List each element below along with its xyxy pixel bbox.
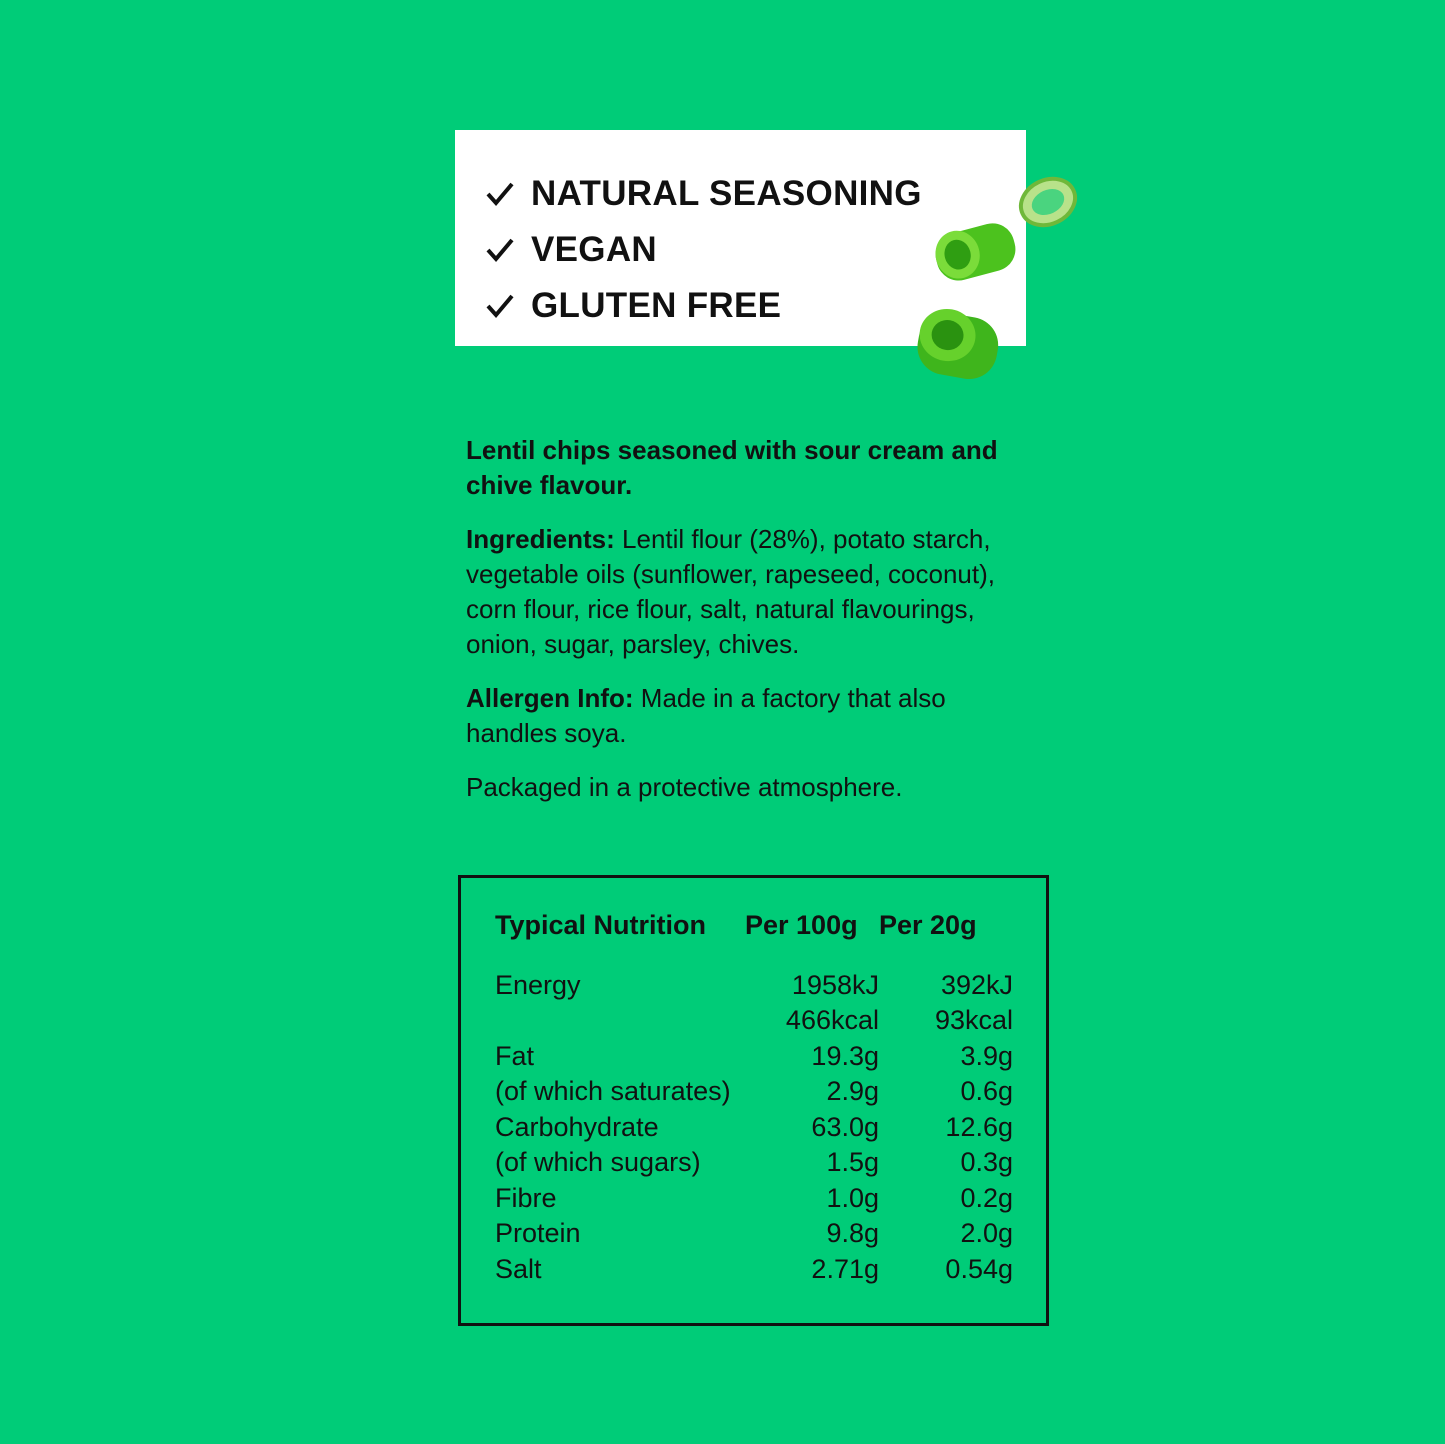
nutrient-name: (of which sugars) <box>495 1147 701 1177</box>
value-per-20g: 0.2g <box>960 1182 1013 1213</box>
nutrition-row <box>495 1252 1013 1288</box>
product-description: Lentil chips seasoned with sour cream and chive flavour. <box>466 435 998 500</box>
nutrient-name: (of which saturates) <box>495 1076 731 1106</box>
claim-label: VEGAN <box>531 230 657 269</box>
nutrition-row <box>495 1003 1013 1039</box>
value-per-100g: 19.3g <box>811 1040 879 1071</box>
nutrition-table-box <box>458 875 1049 1326</box>
checkmark-icon <box>485 235 519 265</box>
value-per-100g: 2.9g <box>826 1076 879 1106</box>
nutrient-name: Fibre <box>495 1182 557 1213</box>
header-per-20g: Per 20g <box>879 910 977 940</box>
chive-piece-middle <box>930 216 1020 285</box>
product-info <box>466 433 1036 824</box>
value-per-100g: 1958kJ <box>791 969 879 1000</box>
value-per-20g: 3.9g <box>960 1040 1013 1071</box>
value-per-100g: 2.71g <box>811 1253 879 1284</box>
allergen-paragraph <box>466 681 1036 751</box>
nutrition-row <box>495 1181 1013 1217</box>
nutrition-row <box>495 1074 1013 1110</box>
checkmark-icon <box>485 291 519 321</box>
ingredients-paragraph <box>466 522 1036 662</box>
nutrient-name: Salt <box>495 1253 542 1284</box>
value-per-100g: 466kcal <box>785 1005 879 1035</box>
claim-label: NATURAL SEASONING <box>531 174 922 213</box>
value-per-100g: 1.5g <box>826 1147 879 1177</box>
chive-piece-top <box>1013 170 1082 234</box>
value-per-20g: 0.3g <box>960 1147 1013 1177</box>
value-per-20g: 0.54g <box>945 1253 1013 1284</box>
value-per-20g: 93kcal <box>934 1005 1013 1035</box>
value-per-100g: 63.0g <box>811 1111 879 1142</box>
allergen-label: Allergen Info: <box>466 683 634 713</box>
value-per-20g: 2.0g <box>960 1218 1013 1248</box>
ingredients-text: Lentil flour (28%), potato starch, vegetable oils (sunflower, rapeseed, coconut), corn flour, rice flour, salt, natural flavourings, onion, sugar, parsley, chives. <box>466 524 995 659</box>
chive-pieces-illustration <box>900 160 1100 410</box>
nutrition-row <box>495 968 1013 1004</box>
nutrient-name: Energy <box>495 969 581 1000</box>
chive-piece-bottom <box>913 305 1003 384</box>
header-typical-nutrition: Typical Nutrition <box>495 910 707 940</box>
ingredients-label: Ingredients: <box>466 524 615 554</box>
nutrient-name: Protein <box>495 1218 581 1248</box>
packaging-note: Packaged in a protective atmosphere. <box>466 772 903 802</box>
value-per-100g: 1.0g <box>826 1182 879 1213</box>
value-per-100g: 9.8g <box>826 1218 879 1248</box>
nutrition-header-row <box>495 908 1013 968</box>
nutrient-name <box>495 1003 745 1039</box>
nutrition-row <box>495 1110 1013 1146</box>
nutrient-name: Carbohydrate <box>495 1111 659 1142</box>
nutrition-table <box>495 908 1013 1287</box>
header-per-100g: Per 100g <box>745 910 858 940</box>
checkmark-icon <box>485 179 519 209</box>
allergen-text: Made in a factory that also handles soya. <box>466 683 946 748</box>
nutrition-row <box>495 1145 1013 1181</box>
claim-label: GLUTEN FREE <box>531 286 782 325</box>
value-per-20g: 0.6g <box>960 1076 1013 1106</box>
nutrition-row <box>495 1216 1013 1252</box>
value-per-20g: 392kJ <box>940 969 1013 1000</box>
value-per-20g: 12.6g <box>945 1111 1013 1142</box>
nutrition-row <box>495 1039 1013 1075</box>
nutrient-name: Fat <box>495 1040 535 1071</box>
